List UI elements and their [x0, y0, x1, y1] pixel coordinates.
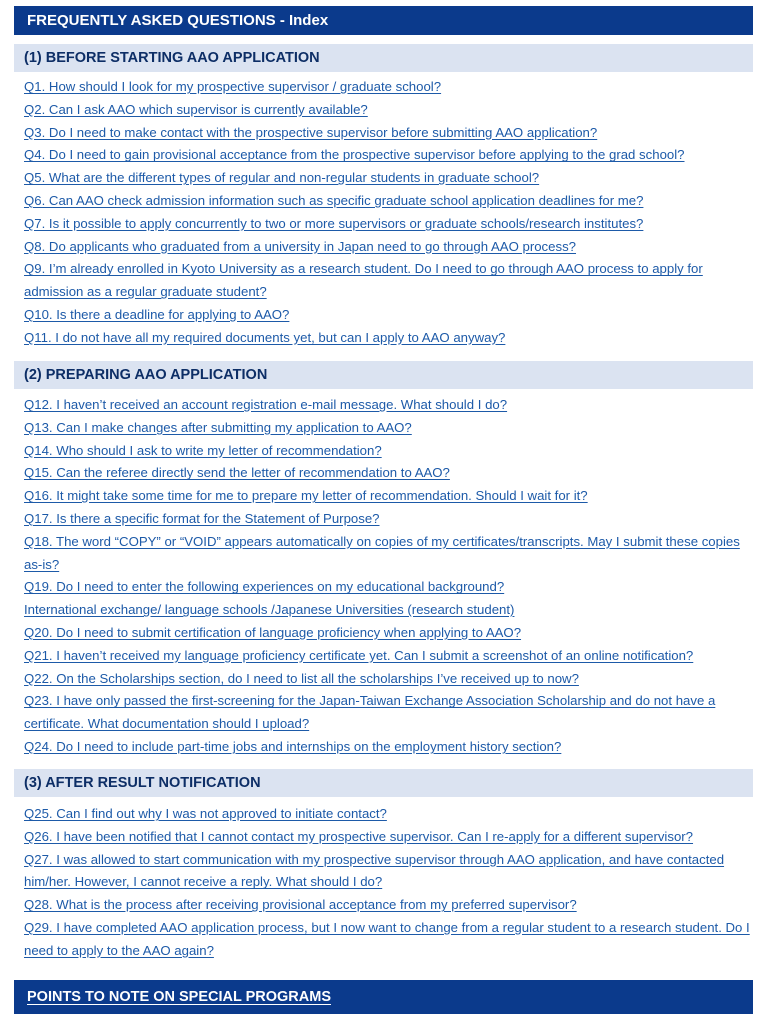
faq-link-q10[interactable]: Q10. Is there a deadline for applying to AAO? [24, 306, 290, 322]
faq-link-q4[interactable]: Q4. Do I need to gain provisional acceptance from the prospective supervisor before applying to the grad school? [24, 147, 685, 163]
faq-link-q9[interactable]: Q9. I’m already enrolled in Kyoto University as a research student. Do I need to go through AAO process to apply for admission as a regular graduate student? [24, 261, 703, 300]
faq-link-q8[interactable]: Q8. Do applicants who graduated from a university in Japan need to go through AAO process? [24, 238, 577, 254]
special-programs-bar [14, 980, 753, 1014]
faq-link-q2[interactable]: Q2. Can I ask AAO which supervisor is currently available? [24, 101, 368, 117]
faq-link-q18[interactable]: Q18. The word “COPY” or “VOID” appears automatically on copies of my certificates/transcripts. May I submit these copies as-is? [24, 533, 740, 572]
section-heading-preparing: (2) PREPARING AAO APPLICATION [14, 361, 753, 389]
special-programs-link[interactable]: POINTS TO NOTE ON SPECIAL PROGRAMS [27, 989, 331, 1005]
faq-link-q17[interactable]: Q17. Is there a specific format for the Statement of Purpose? [24, 510, 380, 526]
faq-link-q23[interactable]: Q23. I have only passed the first-screening for the Japan-Taiwan Exchange Association Scholarship and do not have a certificate. What documentation should I upload? [24, 693, 716, 732]
faq-link-q3[interactable]: Q3. Do I need to make contact with the prospective supervisor before submitting AAO application? [24, 124, 598, 140]
faq-link-q15[interactable]: Q15. Can the referee directly send the letter of recommendation to AAO? [24, 465, 450, 481]
faq-link-q1[interactable]: Q1. How should I look for my prospective supervisor / graduate school? [24, 79, 442, 94]
faq-link-q24[interactable]: Q24. Do I need to include part-time jobs and internships on the employment history section? [24, 738, 562, 754]
faq-link-q19-detail[interactable]: International exchange/ language schools /Japanese Universities (research student) [24, 602, 515, 618]
faq-link-q6[interactable]: Q6. Can AAO check admission information such as specific graduate school application deadlines for me? [24, 192, 644, 208]
faq-link-q28[interactable]: Q28. What is the process after receiving provisional acceptance from my preferred supervisor? [24, 897, 577, 913]
faq-link-q12[interactable]: Q12. I haven’t received an account registration e-mail message. What should I do? [24, 397, 508, 412]
faq-link-q20[interactable]: Q20. Do I need to submit certification of language proficiency when applying to AAO? [24, 624, 522, 640]
faq-link-q25[interactable]: Q25. Can I find out why I was not approved to initiate contact? [24, 806, 387, 821]
page-title: FREQUENTLY ASKED QUESTIONS - Index [14, 6, 753, 35]
faq-link-q21[interactable]: Q21. I haven’t received my language proficiency certificate yet. Can I submit a screenshot of an online notification? [24, 647, 694, 663]
section-heading-before-starting: (1) BEFORE STARTING AAO APPLICATION [14, 44, 753, 72]
faq-link-q13[interactable]: Q13. Can I make changes after submitting my application to AAO? [24, 419, 412, 435]
faq-link-q26[interactable]: Q26. I have been notified that I cannot contact my prospective supervisor. Can I re-apply for a different supervisor? [24, 828, 694, 844]
faq-link-q29[interactable]: Q29. I have completed AAO application process, but I now want to change from a regular student to a research student. Do I need to apply to the AAO again? [24, 919, 750, 958]
faq-link-q19[interactable]: Q19. Do I need to enter the following experiences on my educational background? [24, 579, 505, 595]
faq-link-q7[interactable]: Q7. Is it possible to apply concurrently to two or more supervisors or graduate schools/research institutes? [24, 215, 644, 231]
question-list-preparing [24, 394, 754, 759]
faq-link-q16[interactable]: Q16. It might take some time for me to prepare my letter of recommendation. Should I wait for it? [24, 488, 588, 504]
faq-link-q22[interactable]: Q22. On the Scholarships section, do I need to list all the scholarships I’ve received up to now? [24, 670, 579, 686]
question-list-before-starting [24, 76, 754, 350]
section-heading-after-result: (3) AFTER RESULT NOTIFICATION [14, 769, 753, 797]
faq-link-q11[interactable]: Q11. I do not have all my required documents yet, but can I apply to AAO anyway? [24, 329, 506, 345]
faq-link-q5[interactable]: Q5. What are the different types of regular and non-regular students in graduate school? [24, 170, 540, 186]
question-list-after-result [24, 803, 754, 963]
faq-link-q14[interactable]: Q14. Who should I ask to write my letter of recommendation? [24, 442, 382, 458]
faq-link-q27[interactable]: Q27. I was allowed to start communication with my prospective supervisor through AAO application, and have contacted him/her. However, I cannot receive a reply. What should I do? [24, 851, 725, 890]
